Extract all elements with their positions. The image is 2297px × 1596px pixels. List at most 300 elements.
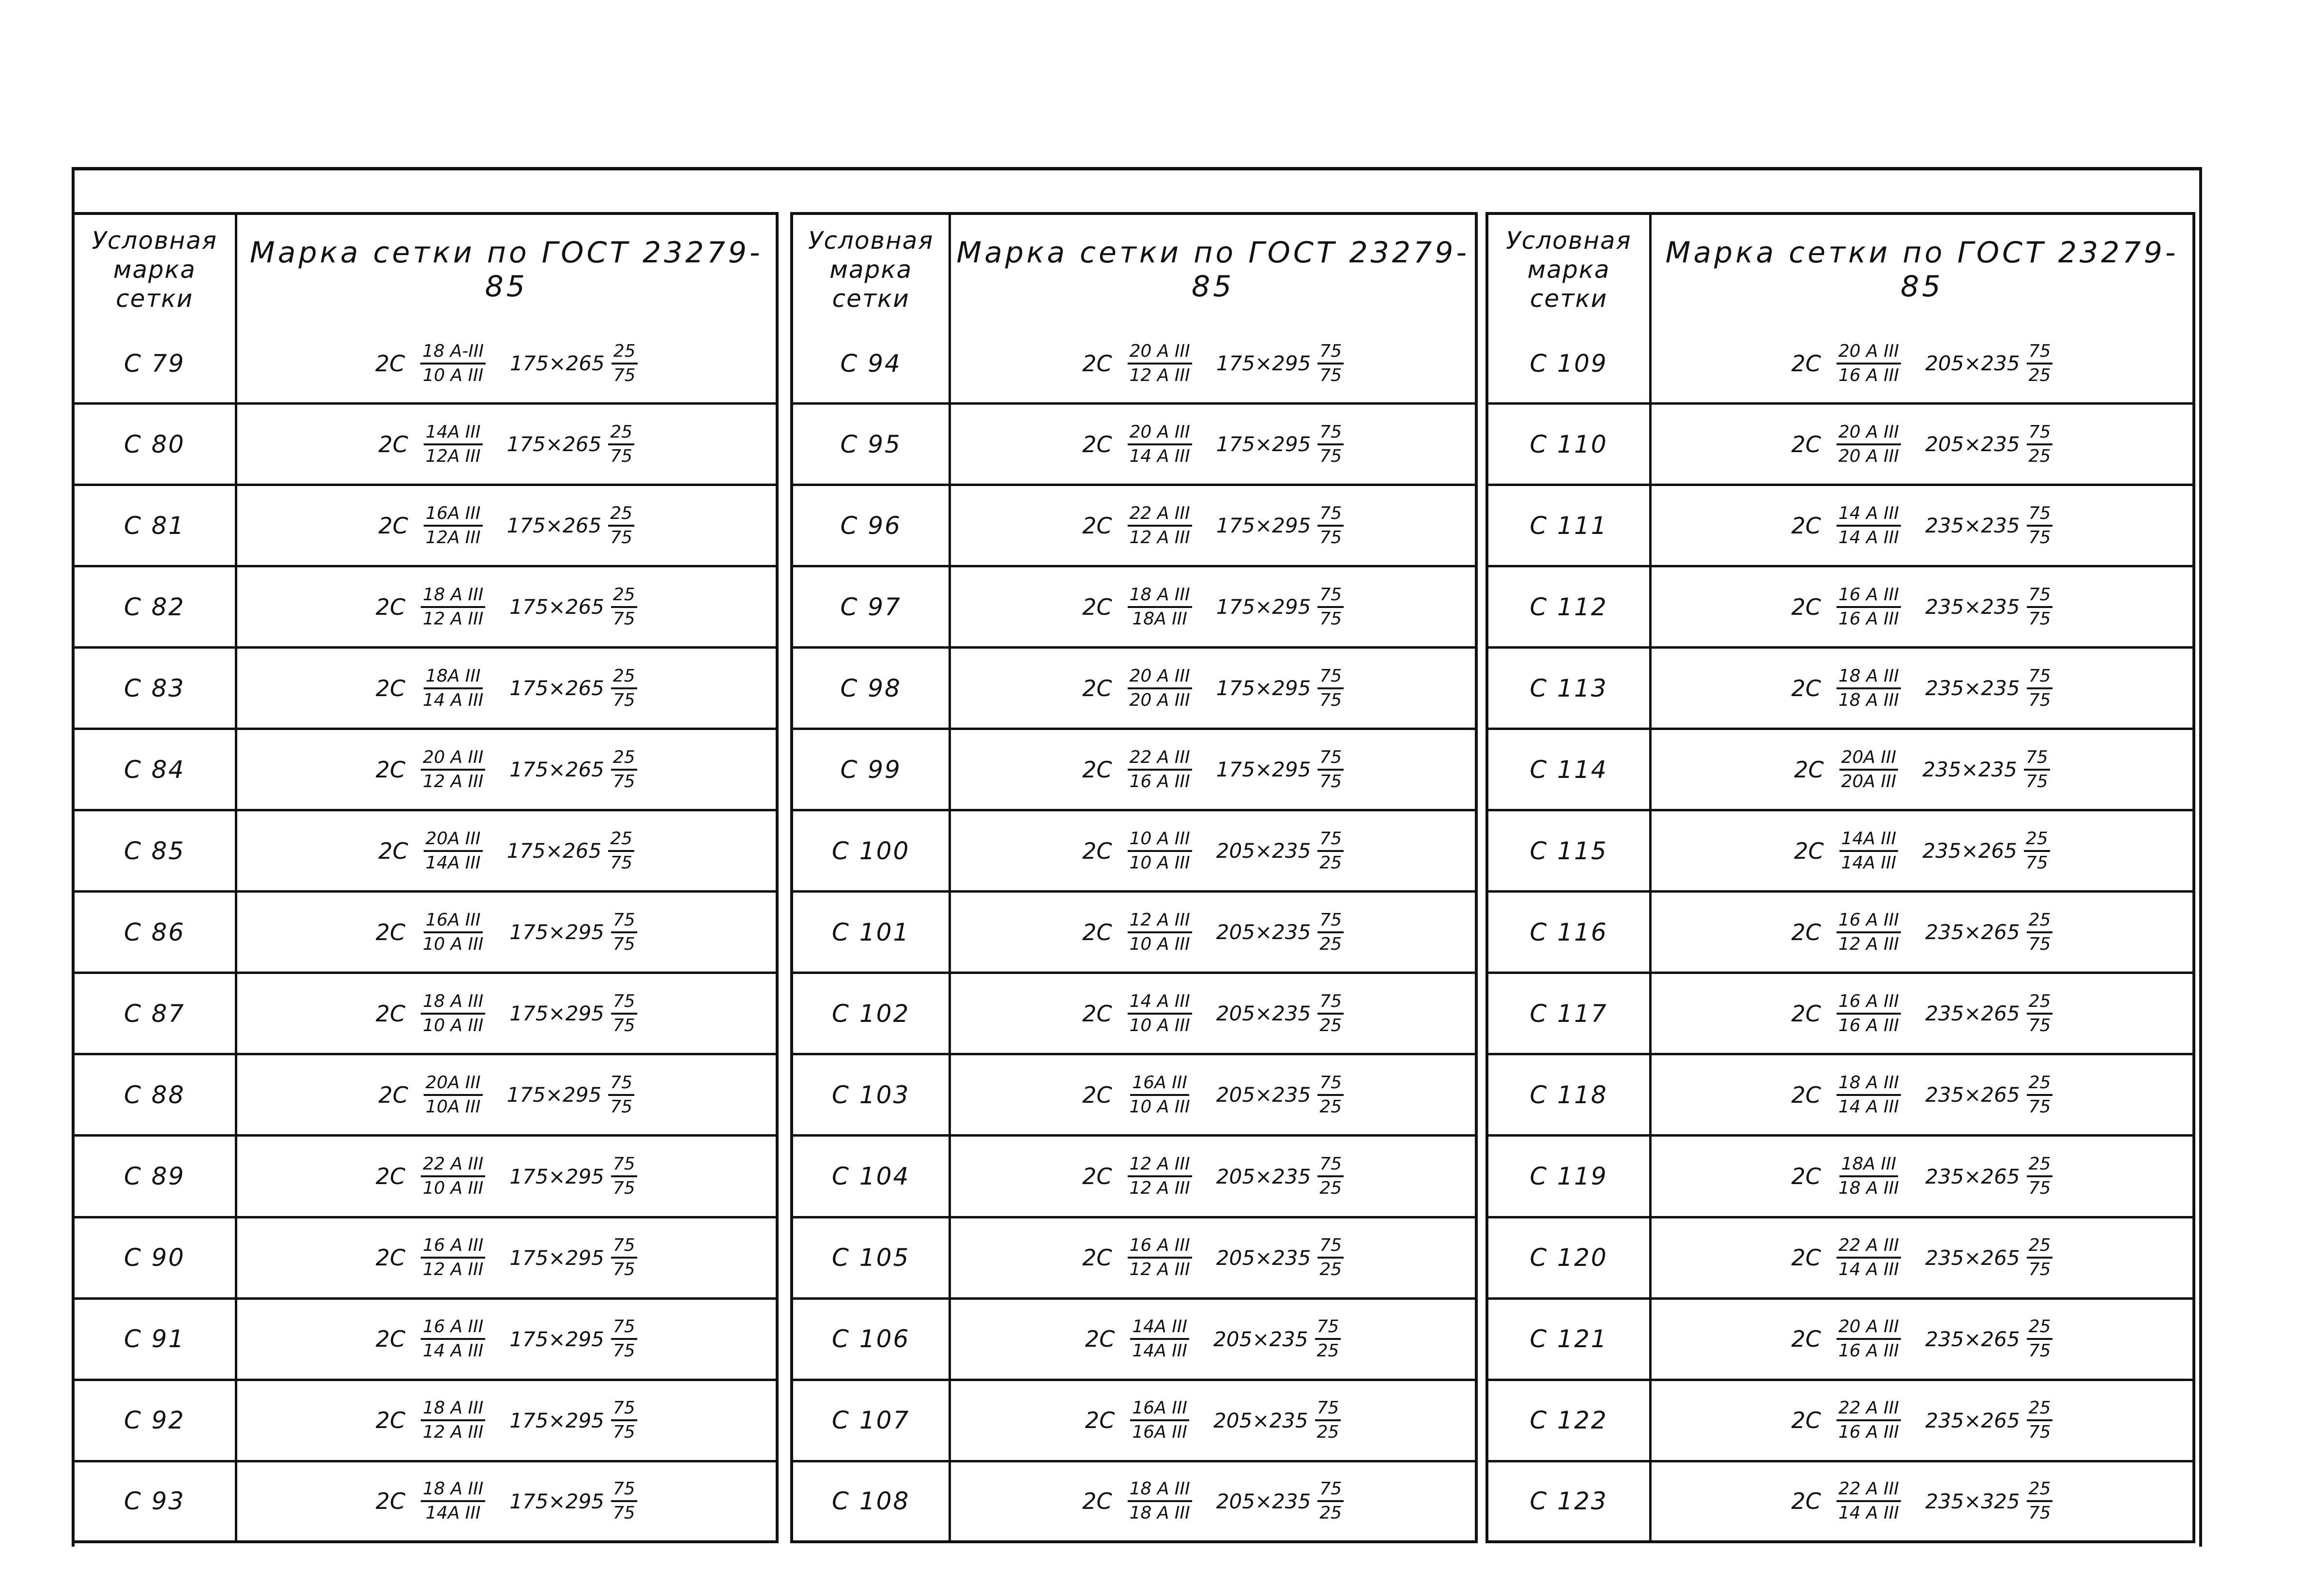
spec-cell	[236, 1136, 776, 1217]
top-bar: 20 А III	[1837, 341, 1901, 365]
table-row	[1488, 973, 2192, 1054]
bottom-bar: 10 А III	[1129, 934, 1190, 954]
mark-cell: С 119	[1488, 1136, 1650, 1217]
outlet-fraction	[611, 1235, 637, 1280]
mesh-prefix: 2С	[1082, 1245, 1112, 1271]
header-spec: Марка сетки по ГОСТ 23279-85	[1650, 215, 2192, 324]
outlet-fraction	[611, 910, 637, 955]
outlet-bottom: 75	[2028, 608, 2051, 629]
outlet-top: 25	[608, 422, 634, 445]
mark-cell: С 103	[793, 1054, 950, 1136]
top-bar: 22 А III	[1128, 503, 1192, 527]
mesh-size: 235×265	[1925, 1246, 2020, 1270]
table-row	[793, 1380, 1475, 1461]
outlet-bottom: 75	[2025, 771, 2048, 791]
mesh-prefix: 2С	[1082, 1000, 1112, 1027]
outlet-fraction	[2027, 1317, 2053, 1361]
header-mark: Условная марка сетки	[793, 215, 950, 324]
top-bar: 22 А III	[421, 1154, 485, 1177]
outlet-top: 25	[2027, 1154, 2053, 1177]
mesh-prefix: 2С	[1791, 1407, 1821, 1434]
outlet-fraction	[1317, 1479, 1344, 1523]
bar-fraction	[1837, 666, 1901, 711]
mesh-size: 175×265	[509, 758, 604, 782]
outlet-fraction	[2027, 503, 2053, 548]
outlet-top: 75	[1317, 1154, 1344, 1177]
outlet-bottom: 75	[2028, 1503, 2051, 1523]
spec-cell	[950, 810, 1475, 892]
bottom-bar: 14 А III	[1838, 1096, 1899, 1117]
spec-cell	[236, 648, 776, 729]
bottom-bar: 16 А III	[1129, 771, 1190, 791]
outlet-bottom: 75	[2028, 1096, 2051, 1117]
mesh-prefix: 2С	[1791, 1245, 1821, 1271]
table-row	[1488, 729, 2192, 810]
mesh-size: 175×265	[506, 514, 602, 538]
outlet-top: 75	[1317, 422, 1344, 445]
spec-cell	[1650, 892, 2192, 973]
table-body	[1488, 324, 2192, 1540]
bottom-bar: 14 А III	[1838, 1260, 1899, 1280]
outlet-bottom: 75	[610, 1096, 632, 1117]
outlet-fraction	[2027, 666, 2053, 711]
spec-cell	[950, 1380, 1475, 1461]
mesh-prefix: 2С	[1082, 1163, 1112, 1189]
spec-cell	[1650, 485, 2192, 566]
outlet-bottom: 75	[1319, 527, 1342, 547]
outlet-bottom: 75	[613, 690, 635, 710]
bottom-bar: 12А III	[425, 446, 481, 466]
spec-cell	[1650, 324, 2192, 404]
outlet-top: 75	[1317, 910, 1344, 933]
outlet-top: 25	[2027, 1398, 2053, 1421]
spec-cell	[1650, 810, 2192, 892]
mesh-spec	[376, 1317, 637, 1361]
outlet-fraction	[611, 747, 637, 792]
spec-cell	[236, 404, 776, 485]
mark-cell: С 114	[1488, 729, 1650, 810]
outlet-fraction	[1315, 1398, 1341, 1443]
top-bar: 20 А III	[1837, 1317, 1901, 1340]
top-bar: 20А III	[424, 1073, 483, 1096]
outlet-fraction	[2027, 910, 2053, 955]
header-spec: Марка сетки по ГОСТ 23279-85	[236, 215, 776, 324]
mark-cell: С 111	[1488, 485, 1650, 566]
outlet-bottom: 75	[610, 852, 632, 873]
mesh-size: 205×235	[1216, 1246, 1311, 1270]
mark-cell: С 118	[1488, 1054, 1650, 1136]
outlet-top: 25	[2027, 1479, 2053, 1502]
outlet-top: 25	[611, 666, 637, 689]
bar-fraction	[1837, 1479, 1901, 1523]
mesh-size: 175×265	[509, 595, 604, 619]
bar-fraction	[1128, 585, 1192, 629]
header-mark: Условная марка сетки	[75, 215, 236, 324]
mesh-size: 205×235	[1213, 1327, 1308, 1351]
mesh-size: 175×295	[1216, 514, 1311, 538]
mesh-spec	[379, 422, 634, 467]
outlet-fraction	[611, 1154, 637, 1199]
bar-fraction	[1128, 422, 1192, 467]
outlet-bottom: 75	[2028, 1178, 2051, 1198]
mesh-prefix: 2С	[1791, 1081, 1821, 1108]
spec-cell	[236, 1217, 776, 1298]
mesh-spec	[1791, 585, 2052, 629]
outlet-bottom: 75	[2028, 1015, 2051, 1035]
mark-cell: С 112	[1488, 566, 1650, 648]
bottom-bar: 16 А III	[1838, 608, 1899, 629]
top-bar: 18 А III	[421, 1398, 485, 1421]
mark-cell: С 120	[1488, 1217, 1650, 1298]
mesh-size: 175×295	[509, 1246, 604, 1270]
top-bar: 20 А III	[421, 747, 485, 771]
outlet-fraction	[1317, 991, 1344, 1036]
mesh-size: 205×235	[1216, 839, 1311, 863]
bar-fraction	[1837, 585, 1901, 629]
outlet-top: 25	[2024, 829, 2050, 852]
mark-cell: С 95	[793, 404, 950, 485]
outlet-top: 75	[1317, 1073, 1344, 1096]
outlet-top: 75	[2027, 503, 2053, 527]
top-bar: 20 А III	[1128, 341, 1192, 365]
mesh-prefix: 2С	[375, 1000, 406, 1027]
mesh-size: 205×235	[1925, 432, 2020, 456]
table-row	[1488, 324, 2192, 404]
outlet-top: 75	[611, 991, 637, 1015]
mark-cell: С 108	[793, 1461, 950, 1540]
spec-cell	[950, 1461, 1475, 1540]
bar-fraction	[424, 1073, 483, 1117]
outlet-bottom: 25	[2028, 365, 2051, 385]
mark-cell: С 83	[75, 648, 236, 729]
top-bar: 18А III	[424, 666, 483, 689]
bottom-bar: 16 А III	[1838, 365, 1899, 385]
table-row	[1488, 1380, 2192, 1461]
outlet-fraction	[1317, 341, 1344, 386]
table-body	[793, 324, 1475, 1540]
mesh-spec	[1791, 1398, 2052, 1443]
bar-fraction	[421, 1398, 485, 1443]
outlet-bottom: 75	[2028, 1260, 2051, 1280]
spec-cell	[236, 810, 776, 892]
outlet-top: 75	[1317, 341, 1344, 365]
bar-fraction	[421, 1235, 485, 1280]
mesh-size: 235×265	[1925, 1002, 2020, 1026]
outlet-fraction	[611, 666, 637, 711]
bar-fraction	[421, 585, 485, 629]
mesh-prefix: 2С	[1082, 431, 1112, 457]
spec-cell	[1650, 1136, 2192, 1217]
bar-fraction	[1839, 829, 1899, 873]
bottom-bar: 12 А III	[1129, 1178, 1190, 1198]
bottom-bar: 12 А III	[1129, 1260, 1190, 1280]
outlet-fraction	[2027, 1073, 2053, 1117]
mesh-size: 235×265	[1925, 1327, 2020, 1351]
mesh-size: 175×265	[510, 351, 605, 376]
mesh-prefix: 2С	[375, 756, 406, 783]
bar-fraction	[421, 1317, 485, 1361]
mesh-prefix: 2С	[375, 593, 406, 620]
top-bar: 16 А III	[1128, 1235, 1192, 1259]
table-row	[793, 892, 1475, 973]
table-row	[1488, 1054, 2192, 1136]
outlet-top: 75	[1317, 1479, 1344, 1502]
outlet-top: 75	[2027, 422, 2053, 445]
mark-cell: С 106	[793, 1298, 950, 1380]
bottom-bar: 14А III	[425, 1503, 481, 1523]
bottom-bar: 14А III	[1132, 1341, 1188, 1361]
outlet-bottom: 25	[1319, 1260, 1342, 1280]
mesh-spec	[1791, 991, 2052, 1036]
outlet-bottom: 75	[1319, 690, 1342, 710]
mesh-prefix: 2С	[1791, 350, 1821, 377]
bar-fraction	[421, 1479, 485, 1523]
bottom-bar: 20 А III	[1129, 690, 1190, 710]
outlet-bottom: 25	[1319, 1503, 1342, 1523]
outlet-fraction	[608, 422, 634, 467]
spec-cell	[236, 324, 776, 404]
table-row	[793, 1217, 1475, 1298]
spec-cell	[1650, 1380, 2192, 1461]
mesh-table	[1488, 215, 2192, 1540]
top-bar: 16 А III	[421, 1317, 485, 1340]
outlet-fraction	[2027, 1398, 2053, 1443]
bar-fraction	[1837, 1154, 1901, 1199]
mesh-size: 175×295	[509, 1408, 604, 1432]
bar-fraction	[1837, 341, 1901, 386]
mesh-prefix: 2С	[1082, 1081, 1112, 1108]
spec-cell	[950, 892, 1475, 973]
spec-cell	[236, 1461, 776, 1540]
mesh-prefix: 2С	[378, 837, 408, 864]
top-bar: 14 А III	[1837, 503, 1901, 527]
table-row	[75, 1298, 776, 1380]
mark-cell: С 104	[793, 1136, 950, 1217]
mesh-prefix: 2С	[375, 1245, 406, 1271]
table-panel-1	[72, 212, 779, 1543]
spec-cell	[236, 1298, 776, 1380]
outlet-bottom: 75	[1319, 365, 1342, 385]
table-row	[75, 404, 776, 485]
mesh-size: 175×295	[1216, 676, 1311, 700]
spec-cell	[950, 485, 1475, 566]
bar-fraction	[1128, 747, 1192, 792]
outlet-fraction	[1317, 1235, 1344, 1280]
mesh-size: 175×295	[1216, 758, 1311, 782]
outlet-bottom: 75	[1319, 771, 1342, 791]
bottom-bar: 12 А III	[1129, 365, 1190, 385]
mesh-size: 175×295	[1216, 351, 1311, 376]
bar-fraction	[1128, 666, 1192, 711]
mesh-size: 235×235	[1925, 595, 2020, 619]
mark-cell: С 81	[75, 485, 236, 566]
outlet-fraction	[1317, 666, 1344, 711]
outlet-top: 75	[611, 1398, 637, 1421]
top-bar: 20 А III	[1128, 422, 1192, 445]
mark-cell: С 86	[75, 892, 236, 973]
table-row	[75, 1380, 776, 1461]
outlet-bottom: 75	[613, 1503, 635, 1523]
mark-cell: С 123	[1488, 1461, 1650, 1540]
top-bar: 14 А III	[1128, 991, 1192, 1015]
outlet-bottom: 25	[1319, 1096, 1342, 1117]
mesh-size: 175×295	[1216, 595, 1311, 619]
outlet-bottom: 75	[613, 608, 635, 629]
mesh-prefix: 2С	[375, 1488, 406, 1515]
spec-cell	[236, 1380, 776, 1461]
mesh-size: 235×265	[1925, 1083, 2020, 1107]
spec-cell	[1650, 973, 2192, 1054]
mesh-spec	[376, 1154, 637, 1199]
spec-cell	[950, 729, 1475, 810]
table-row	[1488, 1461, 2192, 1540]
top-bar: 16А III	[1130, 1073, 1189, 1096]
header-mark: Условная марка сетки	[1488, 215, 1650, 324]
outlet-fraction	[2027, 991, 2053, 1036]
mesh-size: 205×235	[1216, 1002, 1311, 1026]
mesh-spec	[379, 1073, 634, 1117]
top-bar: 12 А III	[1128, 1154, 1192, 1177]
outlet-bottom: 75	[610, 446, 632, 466]
top-bar: 14А III	[1839, 829, 1899, 852]
outlet-bottom: 75	[613, 934, 635, 954]
mesh-spec	[1082, 991, 1344, 1036]
bar-fraction	[1837, 503, 1901, 548]
top-bar: 18 А III	[1837, 1073, 1901, 1096]
outlet-bottom: 75	[1319, 446, 1342, 466]
mesh-size: 205×235	[1213, 1408, 1308, 1432]
spec-cell	[950, 566, 1475, 648]
mesh-prefix: 2С	[1791, 512, 1821, 539]
table-row	[75, 324, 776, 404]
spec-cell	[236, 729, 776, 810]
table-row	[793, 485, 1475, 566]
mesh-size: 235×265	[1925, 1164, 2020, 1188]
bottom-bar: 16 А III	[1838, 1422, 1899, 1443]
mesh-prefix: 2С	[375, 919, 406, 945]
table-row	[75, 729, 776, 810]
mesh-size: 175×295	[509, 1002, 604, 1026]
outlet-top: 25	[612, 341, 638, 365]
mesh-prefix: 2С	[1794, 756, 1824, 783]
mesh-spec	[1082, 585, 1344, 629]
bottom-bar: 10 А III	[423, 1178, 484, 1198]
bar-fraction	[1130, 1398, 1189, 1443]
outlet-top: 75	[1317, 1235, 1344, 1259]
outlet-bottom: 25	[1317, 1422, 1339, 1443]
mark-cell: С 98	[793, 648, 950, 729]
table-row	[1488, 485, 2192, 566]
outlet-top: 25	[608, 829, 634, 852]
mesh-size: 175×265	[506, 839, 602, 863]
mark-cell: С 88	[75, 1054, 236, 1136]
outlet-top: 25	[611, 585, 637, 608]
bar-fraction	[1837, 1073, 1901, 1117]
table-row	[75, 485, 776, 566]
spec-cell	[1650, 648, 2192, 729]
bottom-bar: 14 А III	[1838, 1503, 1899, 1523]
bar-fraction	[1837, 1235, 1901, 1280]
bottom-bar: 12 А III	[1129, 527, 1190, 547]
outlet-top: 75	[1317, 991, 1344, 1015]
mark-cell: С 79	[75, 324, 236, 404]
outlet-bottom: 75	[2028, 1341, 2051, 1361]
outlet-top: 25	[611, 747, 637, 771]
mark-cell: С 93	[75, 1461, 236, 1540]
bottom-bar: 14 А III	[423, 1341, 484, 1361]
mark-cell: С 82	[75, 566, 236, 648]
table-row	[1488, 892, 2192, 973]
outlet-top: 75	[1317, 503, 1344, 527]
mesh-spec	[1085, 1317, 1341, 1361]
mesh-prefix: 2С	[1791, 919, 1821, 945]
table-row	[75, 1217, 776, 1298]
bar-fraction	[1128, 1073, 1192, 1117]
mesh-size: 175×265	[509, 676, 604, 700]
top-bar: 10 А III	[1128, 829, 1192, 852]
bottom-bar: 18 А III	[1838, 690, 1899, 710]
bottom-bar: 10 А III	[1129, 1096, 1190, 1117]
bar-fraction	[421, 666, 485, 711]
outlet-top: 25	[2027, 991, 2053, 1015]
outlet-bottom: 25	[1319, 1015, 1342, 1035]
spec-cell	[236, 1054, 776, 1136]
mark-cell: С 113	[1488, 648, 1650, 729]
spec-cell	[950, 1054, 1475, 1136]
bottom-bar: 10 А III	[423, 934, 484, 954]
spec-cell	[1650, 729, 2192, 810]
mesh-spec	[1082, 829, 1344, 873]
outlet-top: 75	[2027, 585, 2053, 608]
table-row	[793, 1054, 1475, 1136]
mesh-size: 175×295	[509, 920, 604, 944]
mesh-prefix: 2С	[375, 1407, 406, 1434]
outlet-fraction	[608, 829, 634, 873]
mesh-prefix: 2С	[1082, 675, 1112, 701]
table-row	[1488, 810, 2192, 892]
outlet-fraction	[1317, 829, 1344, 873]
top-bar: 12 А III	[1128, 910, 1192, 933]
top-bar: 18 А III	[1128, 585, 1192, 608]
bar-fraction	[1128, 991, 1192, 1036]
outlet-bottom: 75	[613, 365, 636, 385]
top-bar: 16А III	[1130, 1398, 1189, 1421]
mesh-size: 175×295	[1216, 432, 1311, 456]
outlet-bottom: 75	[613, 1422, 635, 1443]
mesh-prefix: 2С	[1082, 837, 1112, 864]
spec-cell	[950, 404, 1475, 485]
spec-cell	[1650, 404, 2192, 485]
mesh-prefix: 2С	[375, 350, 405, 377]
bar-fraction	[1837, 910, 1901, 955]
bar-fraction	[1837, 1317, 1901, 1361]
outlet-bottom: 75	[613, 771, 635, 791]
outlet-fraction	[612, 341, 638, 386]
table-row	[75, 566, 776, 648]
bar-fraction	[1128, 341, 1192, 386]
mesh-prefix: 2С	[375, 675, 406, 701]
mesh-spec	[1791, 1235, 2052, 1280]
spec-cell	[1650, 1217, 2192, 1298]
mesh-table	[75, 215, 776, 1540]
outlet-bottom: 75	[1319, 608, 1342, 629]
outlet-bottom: 75	[2028, 690, 2051, 710]
outlet-fraction	[1315, 1317, 1341, 1361]
mark-cell: С 121	[1488, 1298, 1650, 1380]
outlet-bottom: 75	[2028, 934, 2051, 954]
bar-fraction	[421, 991, 485, 1036]
top-bar: 20 А III	[1837, 422, 1901, 445]
